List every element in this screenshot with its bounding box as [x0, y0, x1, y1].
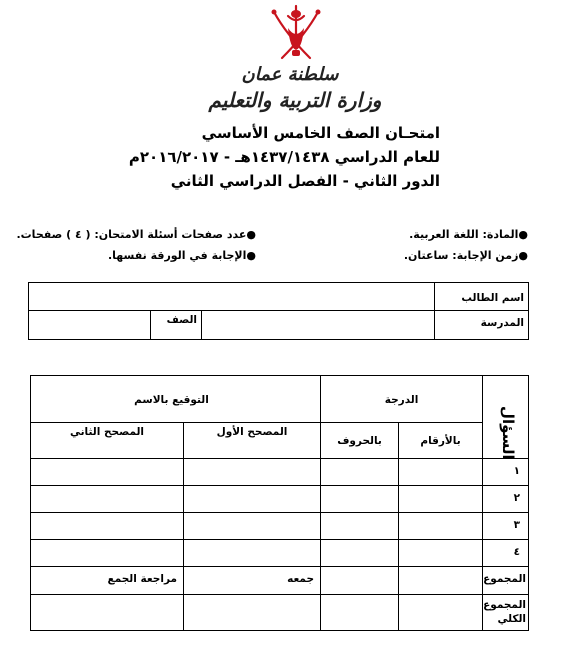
table-row — [31, 513, 529, 540]
second-marker-header: المصحح الثاني — [69, 426, 145, 438]
summed-by-label: جمعه — [287, 573, 315, 585]
total-label: المجموع — [483, 573, 527, 585]
first-marker-header-cell — [184, 423, 321, 459]
grand-total-row — [31, 595, 529, 631]
table-row — [31, 486, 529, 513]
grade-cell[interactable] — [321, 595, 399, 631]
in-letters-header-cell — [321, 423, 399, 459]
grade-header: الدرجة — [384, 394, 419, 406]
sum-reviewed-cell — [31, 567, 184, 595]
grade-cell[interactable] — [184, 540, 321, 567]
grade-cell[interactable] — [184, 486, 321, 513]
exam-year: للعام الدراسي ١٤٣٧/١٤٣٨هـ - ٢٠١٦/٢٠١٧م — [128, 148, 440, 166]
grades-table — [30, 375, 529, 631]
grade-cell[interactable] — [321, 540, 399, 567]
class-label-cell — [151, 311, 202, 340]
grade-cell[interactable] — [321, 567, 399, 595]
question-number-cell — [483, 459, 529, 486]
grade-cell[interactable] — [321, 459, 399, 486]
total-label-cell — [483, 567, 529, 595]
table-row — [31, 459, 529, 486]
grade-cell[interactable] — [31, 459, 184, 486]
grade-cell[interactable] — [184, 459, 321, 486]
summed-by-cell — [184, 567, 321, 595]
school-field[interactable] — [202, 311, 435, 340]
question-number: ٢ — [513, 492, 521, 504]
ministry-name: سلطنة عمان — [241, 64, 339, 85]
student-info-table — [28, 282, 529, 340]
grade-cell[interactable] — [399, 540, 483, 567]
class-field[interactable] — [29, 311, 151, 340]
student-name-field[interactable] — [29, 283, 435, 311]
question-number-cell — [483, 486, 529, 513]
question-number: ٤ — [513, 546, 521, 558]
answer-info: ●الإجابة في الورقة نفسها. — [107, 249, 256, 262]
grade-cell[interactable] — [321, 486, 399, 513]
question-number-cell — [483, 513, 529, 540]
question-number: ٣ — [513, 519, 521, 531]
exam-title: امتحـان الصف الخامس الأساسي — [201, 124, 440, 142]
grade-header-cell — [321, 376, 483, 423]
question-number: ١ — [513, 465, 521, 477]
grand-total-label-line1: المجموع — [483, 599, 527, 611]
school-label-cell — [435, 311, 529, 340]
grand-total-label-cell — [483, 595, 529, 631]
school-label: المدرسة — [480, 317, 525, 329]
grade-cell[interactable] — [321, 513, 399, 540]
grade-cell[interactable] — [31, 540, 184, 567]
question-number-cell — [483, 540, 529, 567]
first-marker-header: المصحح الأول — [216, 426, 288, 438]
grade-cell[interactable] — [399, 513, 483, 540]
grade-cell[interactable] — [184, 513, 321, 540]
signature-header-cell — [31, 376, 321, 423]
grand-total-label-line2: الكلي — [497, 613, 527, 625]
grand-total-label — [483, 595, 528, 626]
pages-info: ●عدد صفحات أسئلة الامتحان: ( ٤ ) صفحات. — [16, 228, 256, 241]
subject-info: ●المادة: اللغة العربية. — [409, 228, 528, 241]
signature-header: التوقيع بالاسم — [134, 394, 209, 406]
ministry-department: وزارة التربية والتعليم — [208, 88, 382, 112]
oman-emblem-icon — [266, 4, 326, 64]
grade-cell[interactable] — [31, 513, 184, 540]
in-numbers-header: بالأرقام — [420, 435, 461, 447]
grade-cell[interactable] — [31, 486, 184, 513]
grade-cell[interactable] — [399, 459, 483, 486]
grade-cell[interactable] — [399, 486, 483, 513]
sum-reviewed-label: مراجعة الجمع — [107, 573, 177, 585]
grade-cell[interactable] — [184, 595, 321, 631]
grade-cell[interactable] — [31, 595, 184, 631]
student-name-label-cell — [435, 283, 529, 311]
grade-cell[interactable] — [399, 567, 483, 595]
second-marker-header-cell — [31, 423, 184, 459]
question-header-cell — [483, 376, 529, 459]
total-row — [31, 567, 529, 595]
table-row — [31, 540, 529, 567]
question-header: السؤال — [499, 406, 518, 460]
in-letters-header: بالحروف — [337, 435, 382, 447]
exam-term: الدور الثاني - الفصل الدراسي الثاني — [170, 172, 440, 190]
grade-cell[interactable] — [399, 595, 483, 631]
time-info: ●زمن الإجابة: ساعتان. — [403, 249, 528, 262]
student-name-label: اسم الطالب — [461, 292, 525, 304]
in-numbers-header-cell — [399, 423, 483, 459]
class-label: الصف — [166, 314, 197, 326]
